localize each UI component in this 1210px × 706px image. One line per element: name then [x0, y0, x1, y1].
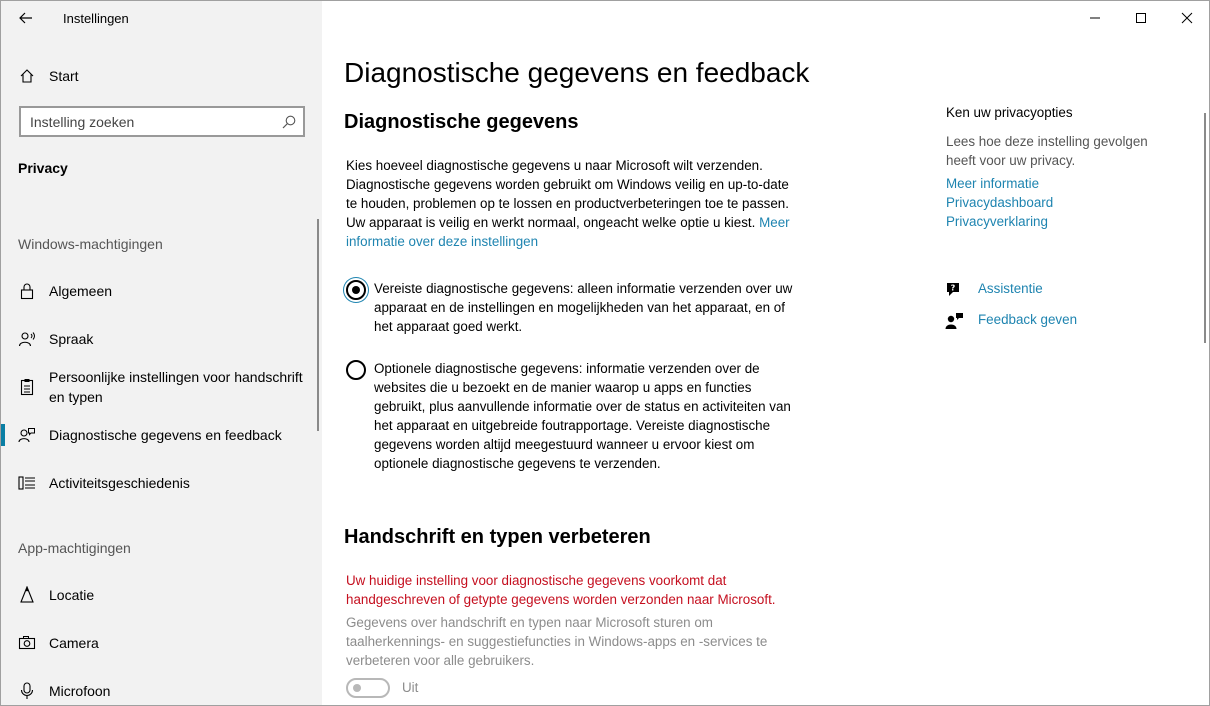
nav-home-label: Start: [49, 68, 79, 84]
handwriting-description: Gegevens over handschrift en typen naar Microsoft sturen om taalherkennings- en suggestiefuncties in Windows-apps en -services te verbeteren voor alle gebruikers.: [346, 615, 768, 668]
location-icon: [17, 585, 37, 605]
sidebar-item-microphone[interactable]: [1, 679, 322, 703]
sidebar-item-label: Camera: [49, 635, 99, 651]
speech-icon: [17, 329, 37, 349]
lock-icon: [17, 281, 37, 301]
close-icon: [1181, 12, 1193, 24]
privacy-options-description: Lees hoe deze instelling gevolgen heeft voor uw privacy.: [946, 134, 1148, 168]
minimize-icon: [1089, 12, 1101, 24]
give-feedback-action[interactable]: [944, 309, 1144, 333]
help-chat-icon: [944, 280, 964, 300]
feedback-person-icon: [17, 425, 37, 445]
app-permissions-header: App-machtigingen: [18, 540, 131, 556]
clipboard-icon: [17, 377, 37, 397]
microphone-icon: [17, 681, 37, 701]
back-button[interactable]: [11, 5, 41, 31]
radio-optional-label: Optionele diagnostische gegevens: informatie verzenden over de websites die u bezoekt en de manier waarop u apps en functies gebruikt, plus aanvullende informatie over de status en activiteiten van het apparaat en uitgebreide foutrapportage. Vereiste diagnostische gegevens worden altijd meegestuurd wanneer u ervoor kiest om optionele diagnostische gegevens te verzenden.: [374, 361, 791, 471]
radio-required[interactable]: [346, 280, 366, 300]
titlebar: [1, 1, 322, 35]
get-help-action[interactable]: [944, 278, 1144, 302]
maximize-button[interactable]: [1118, 1, 1164, 35]
activity-icon: [17, 473, 37, 493]
handwriting-toggle[interactable]: [346, 678, 390, 698]
main-scrollbar[interactable]: [1204, 113, 1206, 343]
sidebar-item-camera[interactable]: [1, 631, 322, 655]
radio-required-label: Vereiste diagnostische gegevens: alleen informatie verzenden over uw apparaat en de instellingen en mogelijkheden van het apparaat, en of het apparaat goed werkt.: [374, 281, 793, 334]
radio-optional[interactable]: [346, 360, 366, 380]
svg-text:?: ?: [950, 283, 956, 293]
sidebar: [1, 1, 322, 706]
section-diagnostics-title: Diagnostische gegevens: [344, 111, 579, 133]
privacy-statement-link[interactable]: Privacyverklaring: [946, 214, 1048, 229]
home-icon: [17, 66, 37, 86]
privacy-options-title: Ken uw privacyopties: [946, 105, 1073, 120]
handwriting-toggle-state: Uit: [402, 680, 419, 695]
search-input[interactable]: [21, 108, 271, 135]
privacy-dashboard-link[interactable]: Privacydashboard: [946, 195, 1054, 210]
sidebar-item-activity[interactable]: [1, 471, 322, 495]
get-help-label: Assistentie: [978, 281, 1043, 296]
handwriting-warning: Uw huidige instelling voor diagnostische gegevens voorkomt dat handgeschreven of getypte gegevens worden verzonden naar Microsoft.: [346, 573, 776, 607]
back-arrow-icon: [19, 12, 33, 24]
sidebar-item-label: Microfoon: [49, 683, 111, 699]
minimize-button[interactable]: [1072, 1, 1118, 35]
radio-optional-option[interactable]: [346, 359, 801, 475]
sidebar-item-label: Locatie: [49, 587, 95, 603]
sidebar-item-location[interactable]: [1, 583, 322, 607]
windows-permissions-header: Windows-machtigingen: [18, 236, 163, 252]
sidebar-item-speech[interactable]: [1, 327, 322, 351]
sidebar-item-label: Persoonlijke instellingen voor handschrift en typen: [49, 369, 303, 405]
search-box[interactable]: [19, 106, 305, 137]
sidebar-item-handwriting[interactable]: [1, 367, 322, 407]
sidebar-item-diagnostics[interactable]: [1, 423, 322, 447]
page-title: Diagnostische gegevens en feedback: [344, 57, 810, 88]
diagnostics-description: [346, 156, 796, 251]
search-icon[interactable]: [281, 114, 297, 130]
radio-required-option[interactable]: [346, 279, 801, 339]
camera-icon: [17, 633, 37, 653]
sidebar-item-general[interactable]: [1, 279, 322, 303]
category-title: Privacy: [18, 160, 68, 176]
more-info-settings-link[interactable]: Meer informatie over deze instellingen: [346, 215, 790, 249]
diagnostics-description-text: Kies hoeveel diagnostische gegevens u naar Microsoft wilt verzenden. Diagnostische gegevens worden gebruikt om Windows veilig en up-to-date te houden, problemen op te lossen en productverbeteringen toe te passen. Uw apparaat is veilig en werkt normaal, ongeacht welke optie u kiest.: [346, 158, 789, 230]
sidebar-item-label: Diagnostische gegevens en feedback: [49, 427, 282, 443]
app-title: Instellingen: [63, 11, 129, 26]
give-feedback-label: Feedback geven: [978, 312, 1078, 327]
section-handwriting-title: Handschrift en typen verbeteren: [344, 526, 651, 548]
maximize-icon: [1135, 12, 1147, 24]
sidebar-item-label: Algemeen: [49, 283, 113, 299]
nav-home[interactable]: [1, 61, 322, 91]
sidebar-item-label: Spraak: [49, 331, 94, 347]
more-info-link[interactable]: Meer informatie: [946, 176, 1040, 191]
close-button[interactable]: [1164, 1, 1210, 35]
feedback-icon: [944, 311, 964, 331]
sidebar-scrollbar[interactable]: [317, 219, 319, 431]
sidebar-item-label: Activiteitsgeschiedenis: [49, 475, 190, 491]
